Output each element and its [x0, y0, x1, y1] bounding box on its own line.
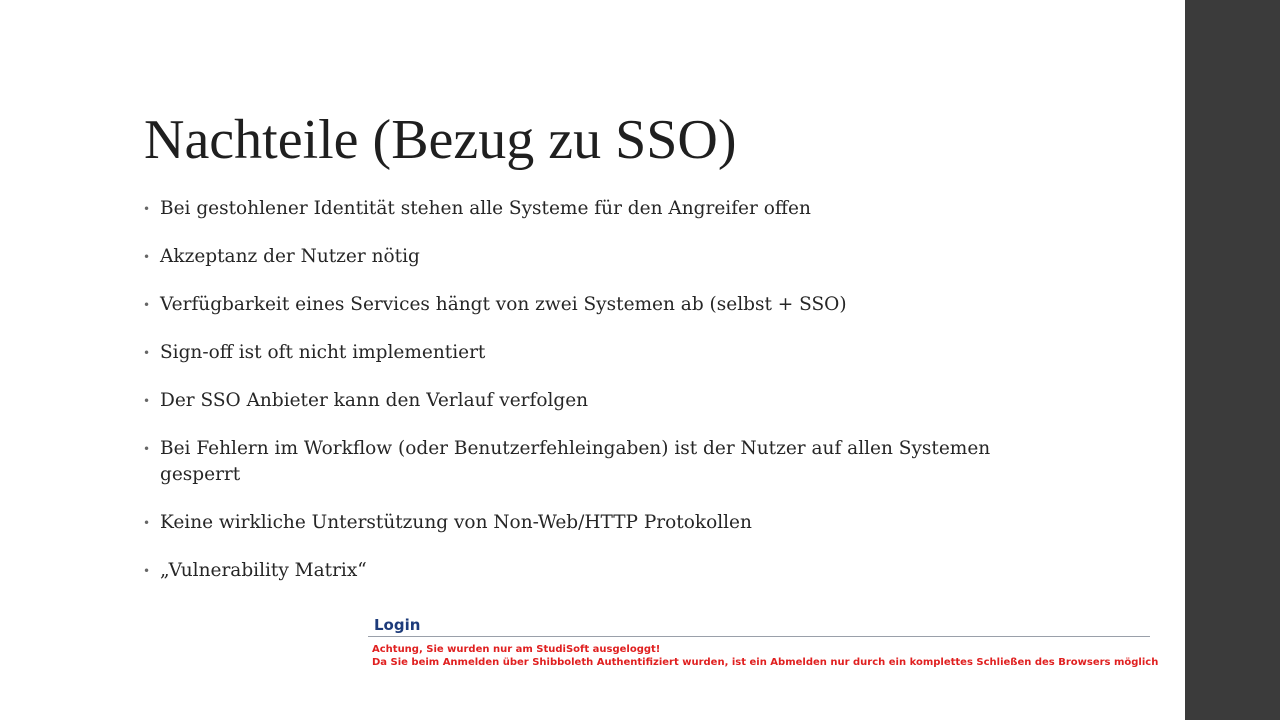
slide-title: Nachteile (Bezug zu SSO): [144, 109, 737, 171]
bullet-item: [143, 558, 1023, 584]
bullet-dot-icon: •: [143, 394, 151, 408]
bullet-item: [143, 436, 1023, 488]
bullet-item: [143, 388, 1023, 414]
bullet-item: [143, 196, 1023, 222]
bullet-dot-icon: •: [143, 298, 151, 312]
login-title: Login: [374, 616, 421, 634]
login-screenshot: [368, 612, 1159, 676]
bullet-text: Sign-off ist oft nicht implementiert: [160, 342, 486, 363]
bullet-dot-icon: •: [143, 516, 151, 530]
bullet-item: [143, 510, 1023, 536]
warning-message-line2: Da Sie beim Anmelden über Shibboleth Authentifiziert wurden, ist ein Abmelden nur durch ein komplettes Schließen des Browsers möglich: [372, 657, 1159, 668]
bullet-item: [143, 244, 1023, 270]
bullet-text: Bei Fehlern im Workflow (oder Benutzerfehleingaben) ist der Nutzer auf allen Systemen gesperrt: [160, 438, 991, 485]
warning-message-line1: Achtung, Sie wurden nur am StudiSoft ausgeloggt!: [372, 644, 661, 655]
bullet-text: „Vulnerability Matrix“: [160, 560, 367, 581]
bullet-dot-icon: •: [143, 442, 151, 456]
sidebar-bar: [1185, 0, 1280, 720]
bullet-dot-icon: •: [143, 202, 151, 216]
bullet-text: Keine wirkliche Unterstützung von Non-Web/HTTP Protokollen: [160, 512, 752, 533]
bullet-dot-icon: •: [143, 346, 151, 360]
bullet-text: Verfügbarkeit eines Services hängt von zwei Systemen ab (selbst + SSO): [160, 294, 847, 315]
bullet-item: [143, 340, 1023, 366]
bullet-text: Der SSO Anbieter kann den Verlauf verfolgen: [160, 390, 589, 411]
bullet-text: Akzeptanz der Nutzer nötig: [160, 246, 420, 267]
divider: [368, 636, 1150, 637]
bullet-list: [143, 196, 1023, 606]
bullet-text: Bei gestohlener Identität stehen alle Systeme für den Angreifer offen: [160, 198, 811, 219]
bullet-item: [143, 292, 1023, 318]
bullet-dot-icon: •: [143, 250, 151, 264]
bullet-dot-icon: •: [143, 564, 151, 578]
